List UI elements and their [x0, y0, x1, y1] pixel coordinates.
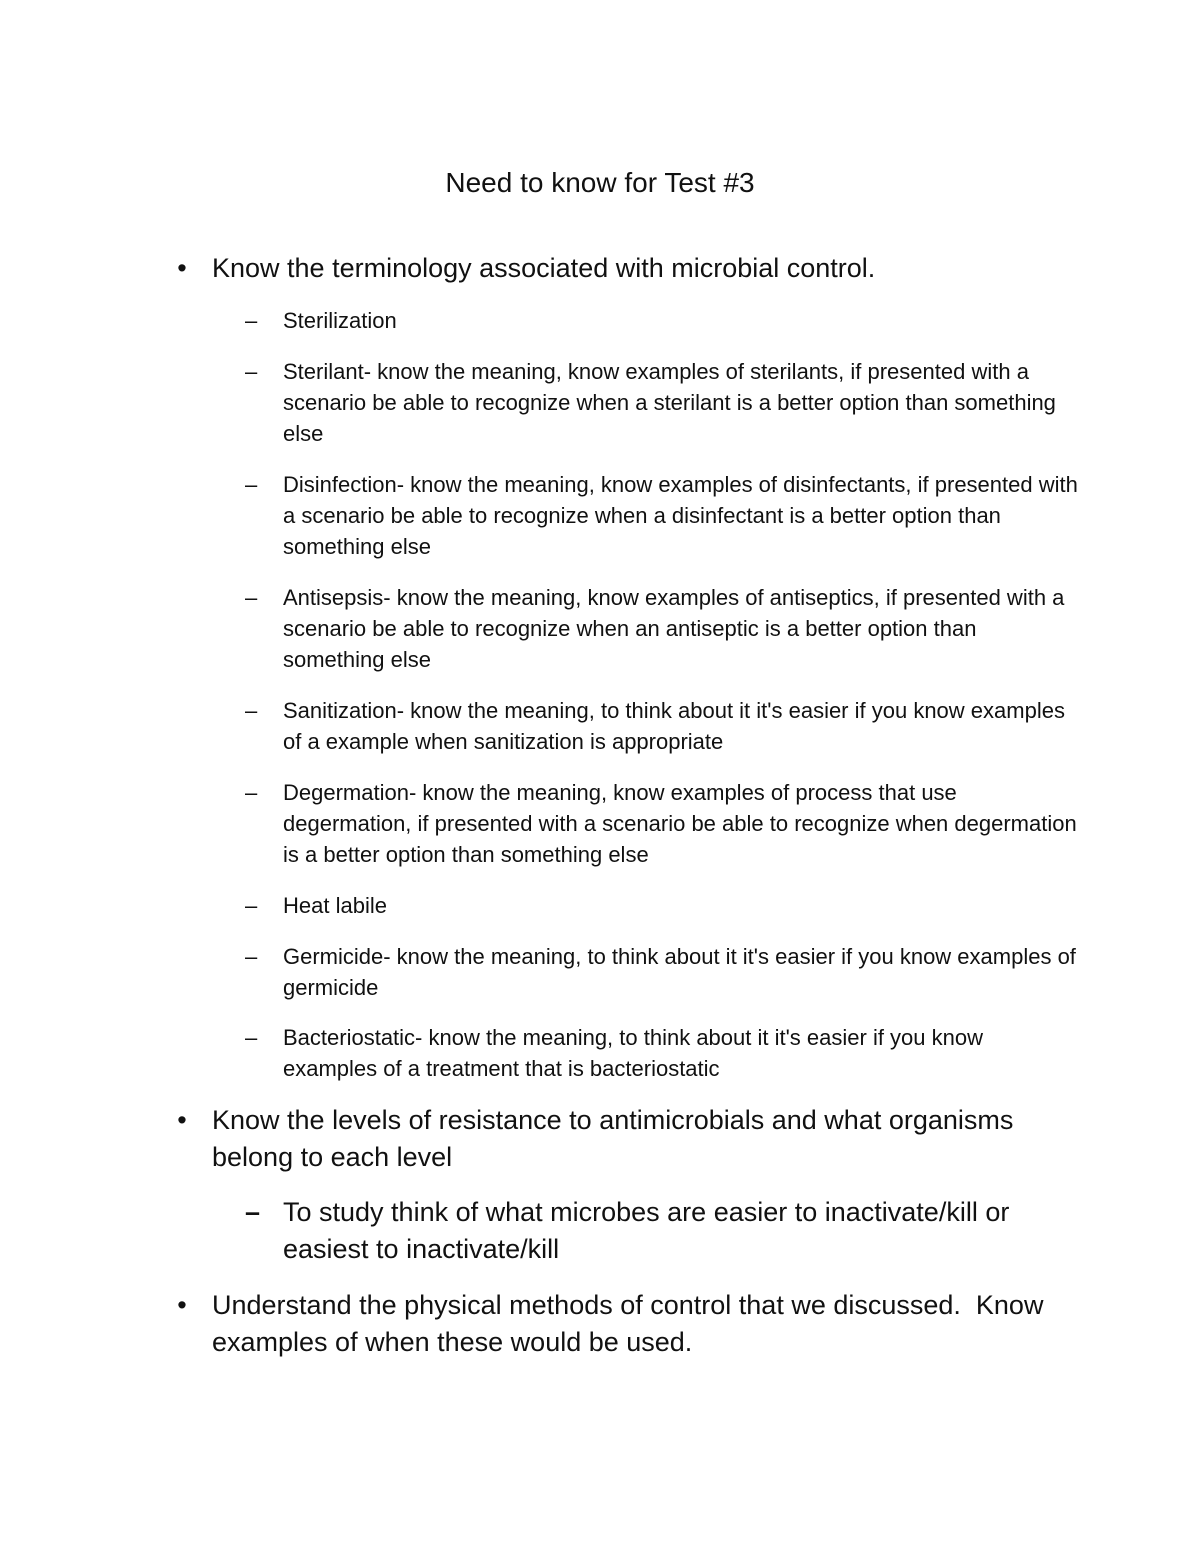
dash-marker: –: [245, 1025, 258, 1050]
sub-item: [245, 941, 1083, 1003]
sub-item-text: Antisepsis- know the meaning, know examples of antiseptics, if presented with a scenario be able to recognize when an antiseptic is a better option than something else: [283, 585, 1065, 672]
sub-item: [245, 469, 1083, 562]
bullet-item: [177, 1287, 1092, 1361]
sub-item: [245, 1022, 1083, 1084]
dash-marker: –: [245, 1197, 261, 1227]
bullet-text: Know the levels of resistance to antimicrobials and what organisms belong to each level: [212, 1105, 1014, 1172]
dash-marker: –: [245, 698, 258, 723]
sub-item: [245, 305, 1083, 336]
dash-marker: –: [245, 359, 258, 384]
bullet-marker: •: [177, 1290, 187, 1320]
sub-item-text: Sterilization: [283, 308, 397, 333]
dash-marker: –: [245, 893, 258, 918]
bullet-item: [177, 1102, 1092, 1176]
sub-item-text: Sanitization- know the meaning, to think about it it's easier if you know examples of a example when sanitization is appropriate: [283, 698, 1065, 754]
dash-marker: –: [245, 780, 258, 805]
sub-item: [245, 777, 1083, 870]
dash-marker: –: [245, 585, 258, 610]
bullet-item: [177, 250, 1092, 287]
bullet-text: Know the terminology associated with microbial control.: [212, 253, 876, 283]
dash-marker: –: [245, 944, 258, 969]
sub-item-text: Degermation- know the meaning, know examples of process that use degermation, if presented with a scenario be able to recognize when degermation is a better option than something else: [283, 780, 1077, 867]
sub-item: [245, 695, 1083, 757]
page-title: Need to know for Test #3: [445, 167, 755, 198]
sub-item: [245, 582, 1083, 675]
bullet-marker: •: [177, 1105, 187, 1135]
dash-marker: –: [245, 308, 258, 333]
sub-item: [245, 356, 1083, 449]
sub-item-text: Heat labile: [283, 893, 387, 918]
bullet-marker: •: [177, 253, 187, 283]
sub-item-text: Germicide- know the meaning, to think about it it's easier if you know examples of germicide: [283, 944, 1076, 1000]
dash-marker: –: [245, 472, 258, 497]
sub-item: [245, 890, 1083, 921]
sub-item: [245, 1194, 1083, 1268]
sub-item-text: To study think of what microbes are easier to inactivate/kill or easiest to inactivate/kill: [283, 1197, 1010, 1264]
sub-item-text: Sterilant- know the meaning, know examples of sterilants, if presented with a scenario be able to recognize when a sterilant is a better option than something else: [283, 359, 1056, 446]
sub-item-text: Disinfection- know the meaning, know examples of disinfectants, if presented with a scenario be able to recognize when a disinfectant is a better option than something else: [283, 472, 1078, 559]
sub-item-text: Bacteriostatic- know the meaning, to think about it it's easier if you know examples of a treatment that is bacteriostatic: [283, 1025, 983, 1081]
bullet-text: Understand the physical methods of control that we discussed. Know examples of when these would be used.: [212, 1290, 1051, 1357]
